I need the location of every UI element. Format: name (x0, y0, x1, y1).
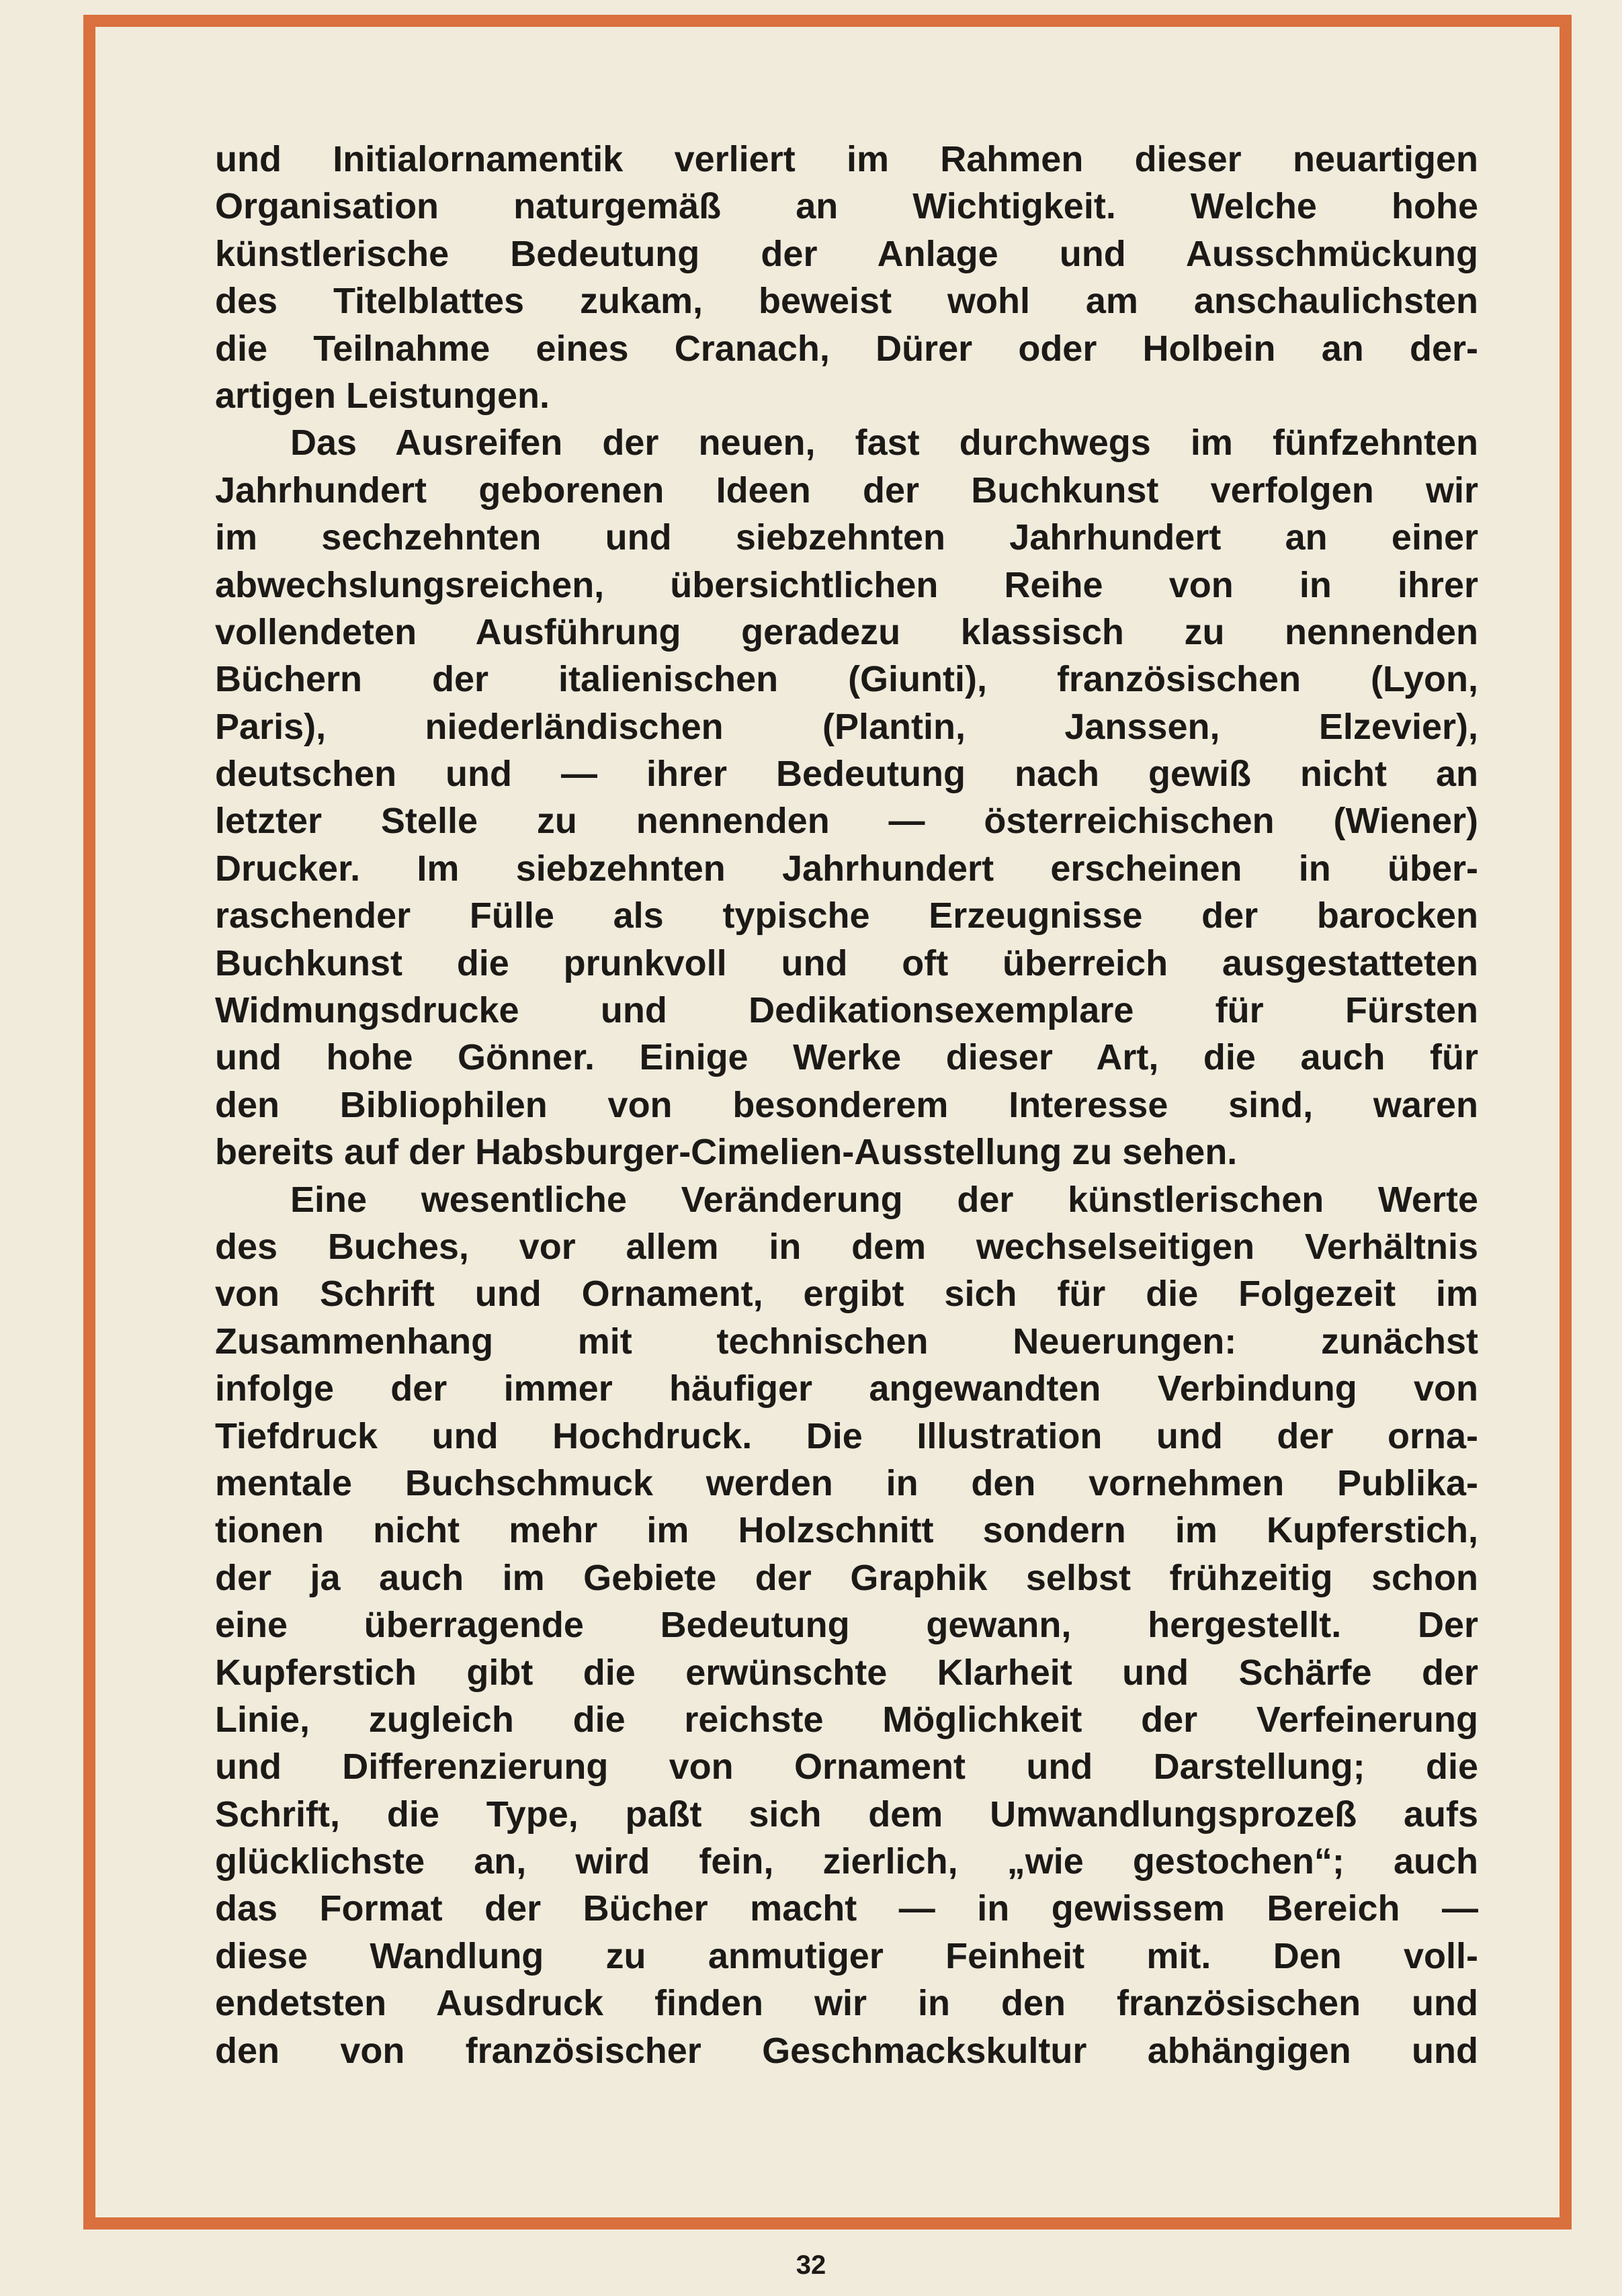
text-line: deutschen und — ihrer Bedeutung nach gewiß nicht an (215, 754, 1478, 795)
text-line: Organisation naturgemäß an Wichtigkeit. Welche hohe (215, 186, 1478, 227)
text-line: mentale Buchschmuck werden in den vornehmen Publika- (215, 1462, 1478, 1503)
text-line: Jahrhundert geborenen Ideen der Buchkunst verfolgen wir (215, 470, 1478, 511)
text-line: Paris), niederländischen (Plantin, Janssen, Elzevier), (215, 706, 1478, 747)
text-line: abwechslungsreichen, übersichtlichen Reihe von in ihrer (215, 564, 1478, 605)
text-line: Eine wesentliche Veränderung der künstlerischen Werte (290, 1179, 1478, 1220)
text-line: glücklichste an, wird fein, zierlich, „wie gestochen“; auch (215, 1841, 1478, 1882)
text-line: vollendeten Ausführung geradezu klassisch zu nennenden (215, 611, 1478, 652)
text-line: und Initialornamentik verliert im Rahmen dieser neuartigen (215, 139, 1478, 179)
text-line: Widmungsdrucke und Dedikationsexemplare für Fürsten (215, 990, 1478, 1031)
text-line: Zusammenhang mit technischen Neuerungen: zunächst (215, 1321, 1478, 1362)
text-line: letzter Stelle zu nennenden — österreichischen (Wiener) (215, 801, 1478, 842)
text-line: Tiefdruck und Hochdruck. Die Illustration und der orna- (215, 1415, 1478, 1456)
text-line: die Teilnahme eines Cranach, Dürer oder Holbein an der- (215, 328, 1478, 369)
text-line: artigen Leistungen. (215, 375, 550, 416)
text-line: eine überragende Bedeutung gewann, hergestellt. Der (215, 1605, 1478, 1646)
page-number: 32 (796, 2250, 826, 2280)
text-line: des Titelblattes zukam, beweist wohl am anschaulichsten (215, 281, 1478, 322)
text-line: Linie, zugleich die reichste Möglichkeit der Verfeinerung (215, 1699, 1478, 1740)
text-line: von Schrift und Ornament, ergibt sich für die Folgezeit im (215, 1274, 1478, 1315)
text-line: bereits auf der Habsburger-Cimelien-Ausstellung zu sehen. (215, 1132, 1238, 1173)
text-line: diese Wandlung zu anmutiger Feinheit mit. Den voll- (215, 1935, 1478, 1976)
text-line: den von französischer Geschmackskultur abhängigen und (215, 2030, 1478, 2071)
text-line: künstlerische Bedeutung der Anlage und Ausschmückung (215, 233, 1478, 274)
text-line: Kupferstich gibt die erwünschte Klarheit und Schärfe der (215, 1652, 1478, 1693)
text-line: Schrift, die Type, paßt sich dem Umwandlungsprozeß aufs (215, 1794, 1478, 1835)
text-line: und Differenzierung von Ornament und Darstellung; die (215, 1747, 1478, 1787)
text-line: der ja auch im Gebiete der Graphik selbst frühzeitig schon (215, 1557, 1478, 1598)
text-line: raschender Fülle als typische Erzeugnisse der barocken (215, 895, 1478, 936)
text-line: Drucker. Im siebzehnten Jahrhundert erscheinen in über- (215, 848, 1478, 889)
text-line: den Bibliophilen von besonderem Interesse sind, waren (215, 1084, 1478, 1125)
text-line: Das Ausreifen der neuen, fast durchwegs im fünfzehnten (290, 423, 1478, 463)
text-line: infolge der immer häufiger angewandten Verbindung von (215, 1368, 1478, 1409)
text-line: Büchern der italienischen (Giunti), französischen (Lyon, (215, 659, 1478, 700)
text-line: Buchkunst die prunkvoll und oft überreich ausgestatteten (215, 942, 1478, 983)
text-line: und hohe Gönner. Einige Werke dieser Art, die auch für (215, 1037, 1478, 1078)
text-line: das Format der Bücher macht — in gewissem Bereich — (215, 1888, 1478, 1929)
text-line: endetsten Ausdruck finden wir in den französischen und (215, 1983, 1478, 2024)
text-line: im sechzehnten und siebzehnten Jahrhundert an einer (215, 517, 1478, 558)
body-text (215, 136, 1478, 2074)
text-line: des Buches, vor allem in dem wechselseitigen Verhältnis (215, 1226, 1478, 1267)
text-line: tionen nicht mehr im Holzschnitt sondern im Kupferstich, (215, 1510, 1478, 1551)
